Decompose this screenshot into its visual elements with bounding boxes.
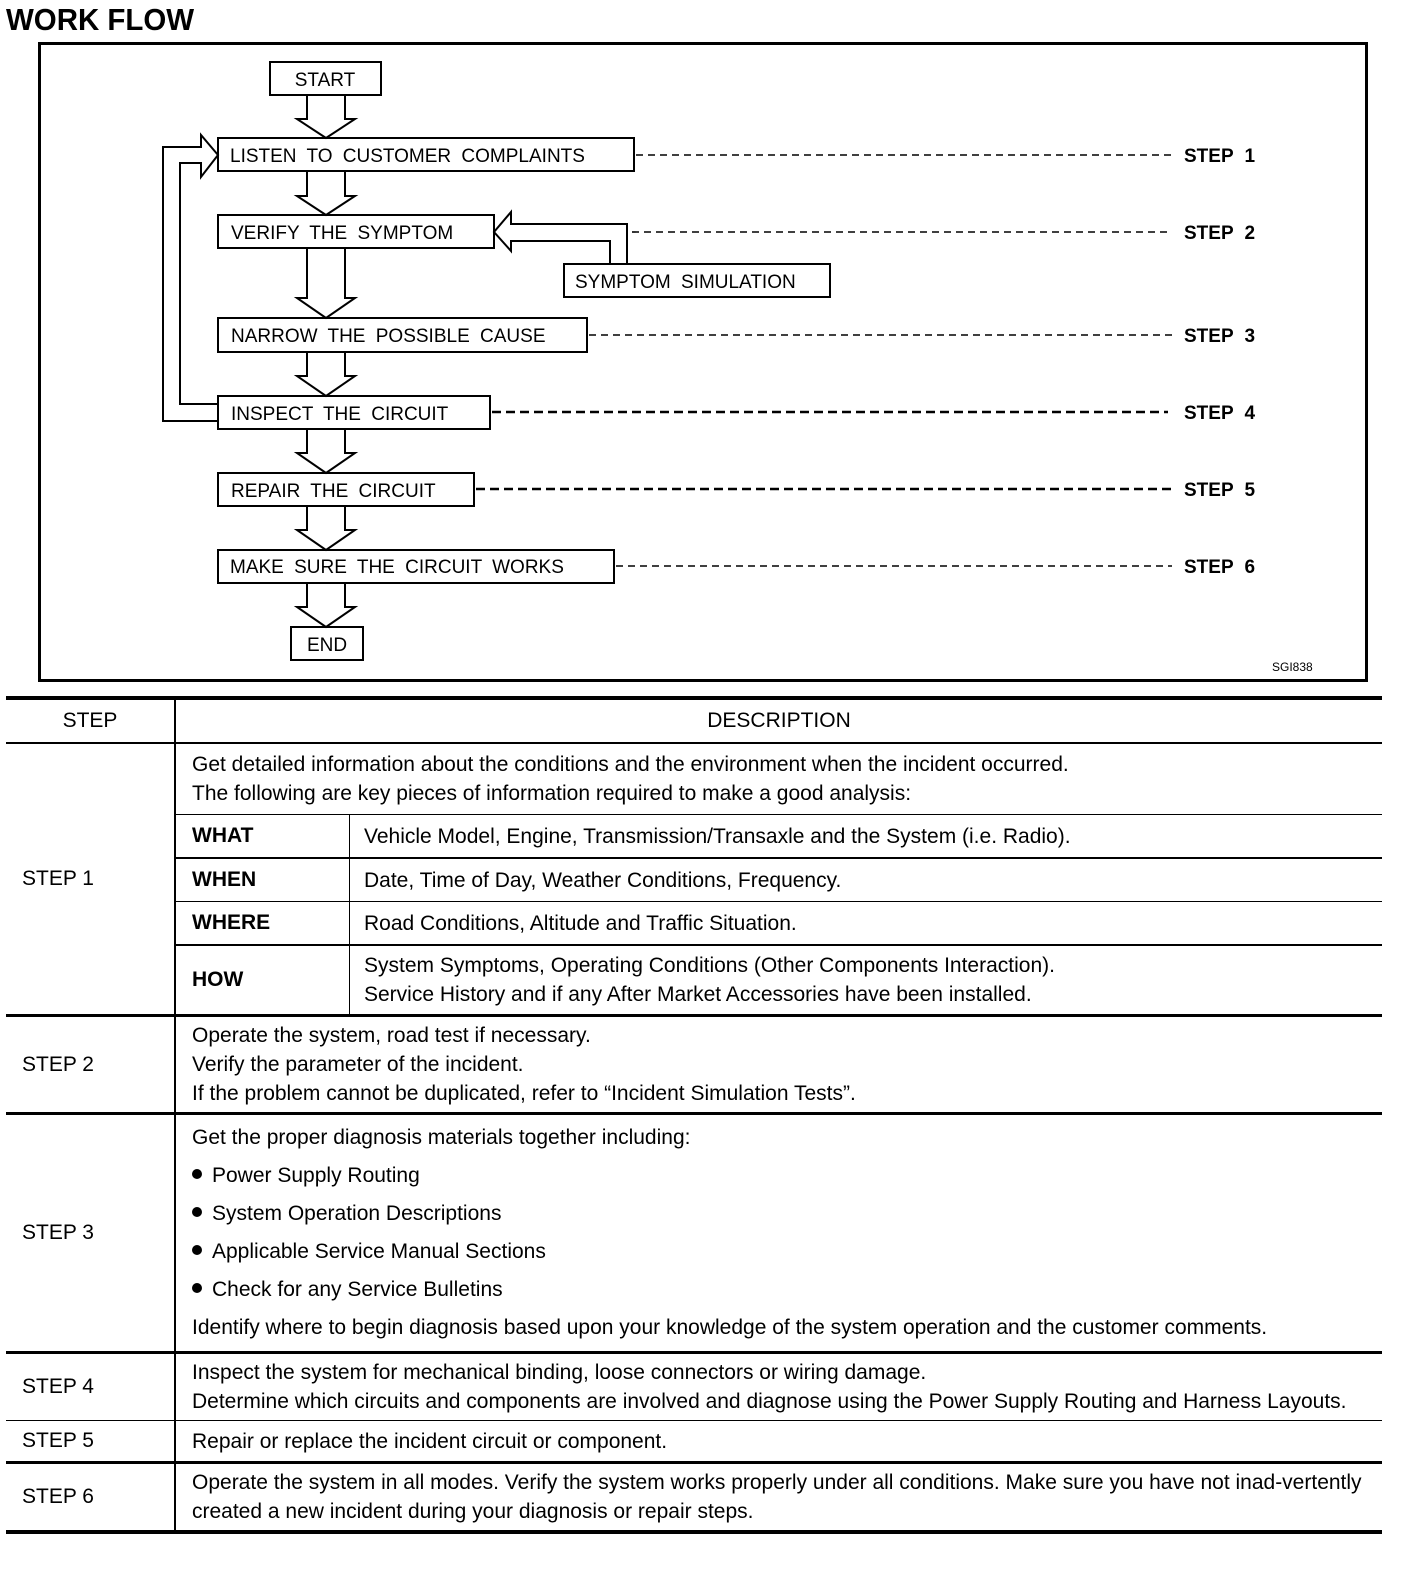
down-arrow-icon — [297, 95, 355, 138]
table-row-step-6 — [6, 1463, 1382, 1533]
description-cell — [175, 1016, 1382, 1114]
text-line: The following are key pieces of information required to make a good analysis: — [192, 782, 912, 805]
detail-key: HOW — [176, 945, 350, 1014]
text-line: Determine which circuits and components are involved and diagnose using the Power Supply Routing and Harness Layouts. — [192, 1390, 1347, 1413]
bullet-text: Applicable Service Manual Sections — [212, 1240, 546, 1263]
bullet-text: System Operation Descriptions — [212, 1202, 502, 1225]
workflow-table — [6, 696, 1382, 1534]
detail-row-how — [176, 945, 1382, 1014]
text-line: Get detailed information about the conditions and the environment when the incident occurred. — [192, 753, 1069, 776]
detail-value: Date, Time of Day, Weather Conditions, Frequency. — [350, 858, 1383, 902]
detail-row-where — [176, 902, 1382, 946]
step-1-intro — [176, 744, 1382, 814]
table-row-step-2 — [6, 1016, 1382, 1114]
table-row-step-3 — [6, 1114, 1382, 1353]
detail-key: WHERE — [176, 902, 350, 946]
figure-code: SGI838 — [1272, 660, 1313, 674]
flow-box-6-label: MAKE SURE THE CIRCUIT WORKS — [230, 557, 564, 578]
bullet-icon — [192, 1245, 202, 1255]
detail-row-when — [176, 858, 1382, 902]
step-cell: STEP 3 — [6, 1114, 175, 1353]
description-cell — [175, 1421, 1382, 1463]
table-row-step-1 — [6, 743, 1382, 1016]
step-label-4: STEP 4 — [1184, 403, 1256, 424]
text-line: Operate the system, road test if necessary. — [192, 1024, 591, 1047]
text-line: Inspect the system for mechanical binding, loose connectors or wiring damage. — [192, 1361, 927, 1384]
step-cell: STEP 2 — [6, 1016, 175, 1114]
bullet-item — [192, 1271, 1374, 1309]
step-cell: STEP 1 — [6, 743, 175, 1016]
detail-key: WHAT — [176, 815, 350, 859]
text-line: Identify where to begin diagnosis based upon your knowledge of the system operation and the customer comments. — [192, 1316, 1268, 1339]
down-arrow-icon — [297, 171, 355, 215]
detail-value — [350, 945, 1383, 1014]
end-label: END — [306, 635, 348, 656]
text-line: Get the proper diagnosis materials together including: — [192, 1126, 691, 1149]
detail-key: WHEN — [176, 858, 350, 902]
down-arrow-icon — [297, 248, 355, 318]
description-cell — [175, 1114, 1382, 1353]
left-arrow-icon — [494, 212, 627, 264]
flow-box-1-label: LISTEN TO CUSTOMER COMPLAINTS — [230, 146, 585, 167]
description-cell — [175, 1463, 1382, 1533]
detail-row-what — [176, 815, 1382, 859]
table-row-step-5 — [6, 1421, 1382, 1463]
description-cell — [175, 1353, 1382, 1421]
down-arrow-icon — [297, 506, 355, 550]
bullet-icon — [192, 1207, 202, 1217]
step-cell: STEP 6 — [6, 1463, 175, 1533]
detail-value: Vehicle Model, Engine, Transmission/Transaxle and the System (i.e. Radio). — [350, 815, 1383, 859]
bullet-item — [192, 1157, 1374, 1195]
text-line: Operate the system in all modes. Verify the system works properly under all conditions. Make sure you have not inad-vertently created a new incident during your diagnosis or repair steps. — [192, 1471, 1362, 1523]
step-label-3: STEP 3 — [1184, 326, 1256, 347]
flow-box-4-label: INSPECT THE CIRCUIT — [231, 404, 449, 425]
down-arrow-icon — [297, 583, 355, 627]
bullet-text: Check for any Service Bulletins — [212, 1278, 503, 1301]
text-line: Service History and if any After Market Accessories have been installed. — [364, 983, 1032, 1006]
text-line: System Symptoms, Operating Conditions (Other Components Interaction). — [364, 954, 1055, 977]
text-line: Repair or replace the incident circuit or component. — [192, 1429, 668, 1453]
table-header-row — [6, 698, 1382, 743]
text-line: Verify the parameter of the incident. — [192, 1053, 524, 1076]
step-label-2: STEP 2 — [1184, 223, 1256, 244]
table-row-step-4 — [6, 1353, 1382, 1421]
step-label-1: STEP 1 — [1184, 146, 1256, 167]
step-cell: STEP 4 — [6, 1353, 175, 1421]
start-label: START — [294, 70, 356, 91]
detail-value: Road Conditions, Altitude and Traffic Situation. — [350, 902, 1383, 946]
bullet-icon — [192, 1283, 202, 1293]
step-label-6: STEP 6 — [1184, 557, 1256, 578]
flow-box-5-label: REPAIR THE CIRCUIT — [231, 481, 436, 502]
flowchart-svg — [0, 0, 1408, 690]
bullet-item — [192, 1195, 1374, 1233]
step-1-details-table — [176, 814, 1382, 1014]
step-label-5: STEP 5 — [1184, 480, 1256, 501]
flow-box-2-label: VERIFY THE SYMPTOM — [231, 223, 454, 244]
step-cell: STEP 5 — [6, 1421, 175, 1463]
page-title: WORK FLOW — [6, 2, 195, 37]
text-line: If the problem cannot be duplicated, refer to “Incident Simulation Tests”. — [192, 1082, 856, 1105]
down-arrow-icon — [297, 352, 355, 396]
bullet-icon — [192, 1169, 202, 1179]
loop-back-arrow-icon — [163, 135, 218, 421]
workflow-diagram — [38, 42, 1368, 682]
symptom-simulation-label: SYMPTOM SIMULATION — [575, 272, 796, 293]
bullet-item — [192, 1233, 1374, 1271]
header-step: STEP — [6, 698, 175, 743]
bullet-text: Power Supply Routing — [212, 1164, 420, 1187]
flow-box-3-label: NARROW THE POSSIBLE CAUSE — [231, 326, 546, 347]
down-arrow-icon — [297, 429, 355, 473]
header-description: DESCRIPTION — [175, 698, 1382, 743]
